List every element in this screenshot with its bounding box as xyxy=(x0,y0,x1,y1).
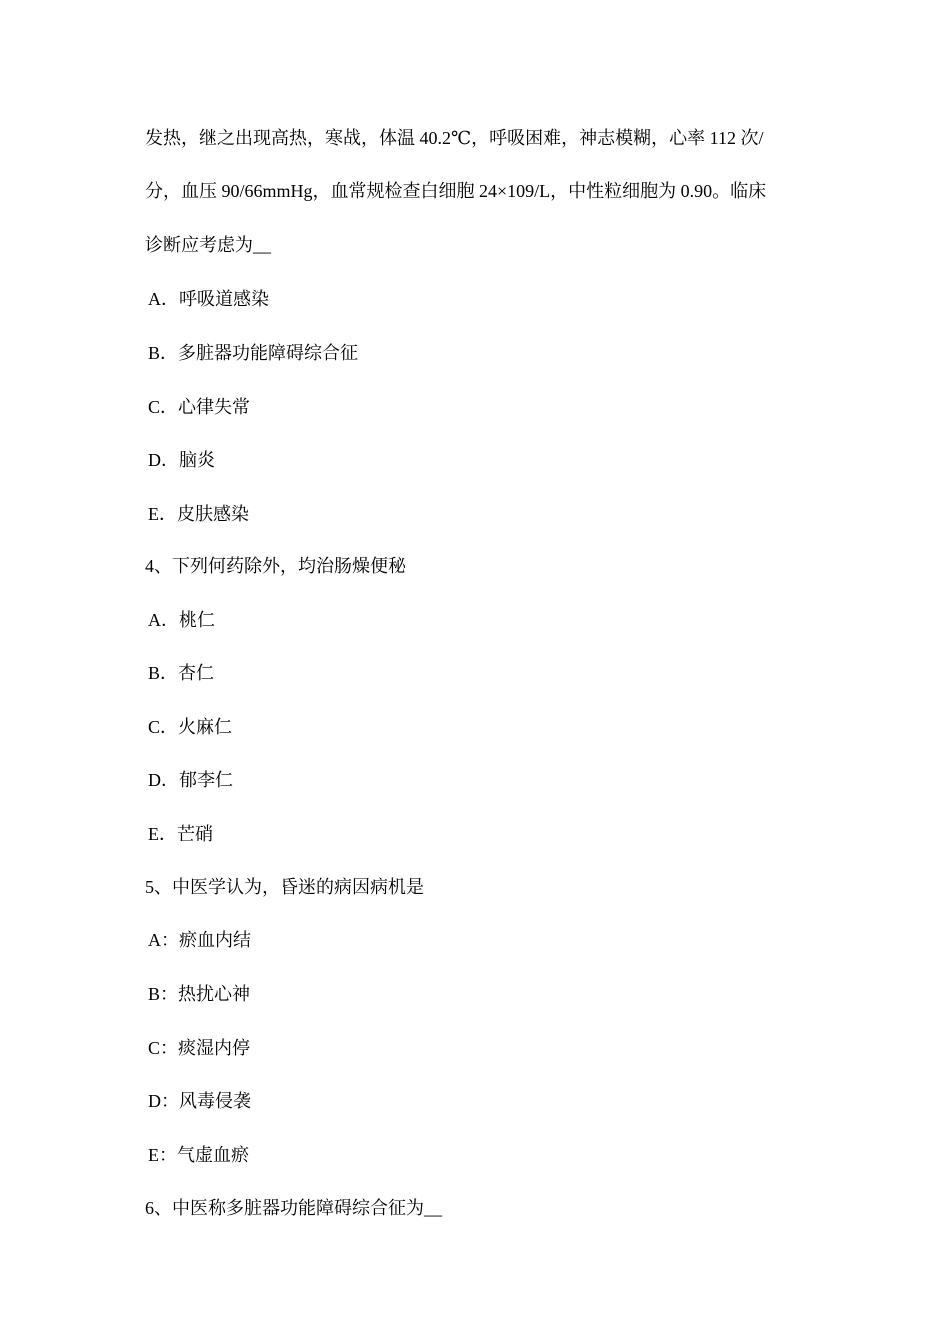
question-3-option-e: E．皮肤感染 xyxy=(148,504,249,524)
question-4-option-b: B．杏仁 xyxy=(148,663,215,683)
question-3-stem-line-3: 诊断应考虑为__ xyxy=(145,235,271,255)
question-3-option-d: D．脑炎 xyxy=(148,450,215,470)
question-4-option-d: D．郁李仁 xyxy=(148,770,233,790)
question-3-stem-line-1: 发热，继之出现高热，寒战，体温 40.2℃，呼吸困难，神志模糊，心率 112 次/ xyxy=(145,128,764,148)
question-3-stem-line-2: 分，血压 90/66mmHg，血常规检查白细胞 24×109/L，中性粒细胞为 0.90。临床 xyxy=(145,181,767,201)
question-5-option-d: D：风毒侵袭 xyxy=(148,1091,251,1111)
question-4-option-a: A．桃仁 xyxy=(148,610,215,630)
question-6-title: 6、中医称多脏器功能障碍综合征为__ xyxy=(145,1198,442,1218)
question-5-option-b: B：热扰心神 xyxy=(148,984,251,1004)
question-3-option-a: A．呼吸道感染 xyxy=(148,289,269,309)
question-5-option-a: A：瘀血内结 xyxy=(148,930,251,950)
question-3-option-c: C．心律失常 xyxy=(148,397,251,417)
question-4-option-c: C．火麻仁 xyxy=(148,717,233,737)
question-3-option-b: B．多脏器功能障碍综合征 xyxy=(148,343,359,363)
question-5-option-c: C：痰湿内停 xyxy=(148,1038,251,1058)
question-4-option-e: E．芒硝 xyxy=(148,824,213,844)
question-5-title: 5、中医学认为，昏迷的病因病机是 xyxy=(145,877,424,897)
question-5-option-e: E：气虚血瘀 xyxy=(148,1145,249,1165)
question-4-title: 4、下列何药除外，均治肠燥便秘 xyxy=(145,556,406,576)
